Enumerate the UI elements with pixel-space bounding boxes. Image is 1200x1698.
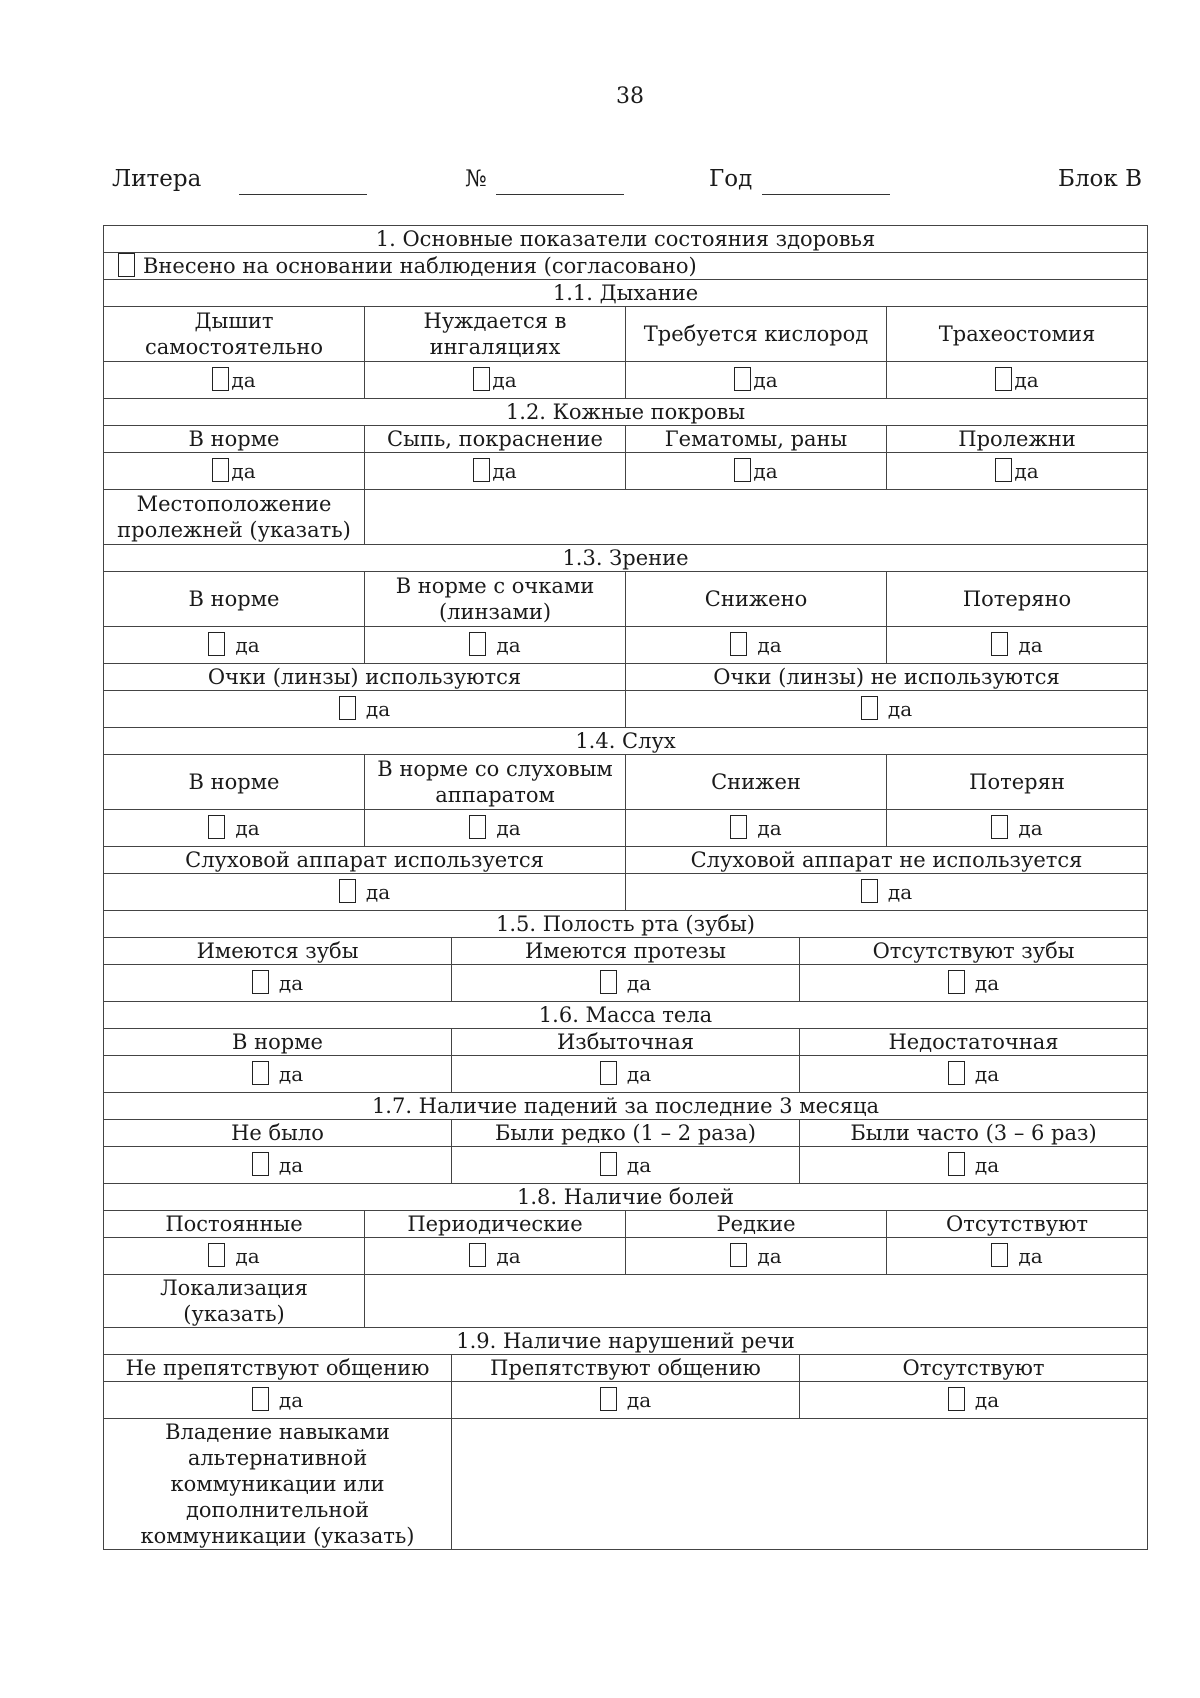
yes-label: да bbox=[496, 633, 521, 657]
checkbox[interactable] bbox=[339, 879, 356, 903]
block-label: Блок В bbox=[1058, 166, 1142, 192]
s16-col-header: Недостаточная bbox=[800, 1029, 1148, 1056]
s14-sub-header: Слуховой аппарат не используется bbox=[626, 847, 1148, 874]
year-label: Год bbox=[709, 166, 753, 192]
yes-label: да bbox=[974, 1388, 1000, 1412]
section-title: 1. Основные показатели состояния здоровья bbox=[104, 226, 1148, 253]
checkbox[interactable] bbox=[252, 1061, 269, 1085]
yes-label: да bbox=[278, 1062, 304, 1086]
yes-label: да bbox=[1018, 1244, 1043, 1268]
s14-title: 1.4. Слух bbox=[104, 728, 1148, 755]
s16-title: 1.6. Масса тела bbox=[104, 1002, 1148, 1029]
s14-sub-check-cell bbox=[626, 874, 1148, 911]
yes-label: да bbox=[757, 633, 782, 657]
yes-label: да bbox=[492, 368, 517, 392]
s14-col-header: В норме со слуховым аппаратом bbox=[365, 755, 626, 810]
s11-check-cell bbox=[365, 362, 626, 399]
yes-label: да bbox=[1018, 633, 1043, 657]
yes-label: да bbox=[626, 971, 652, 995]
checkbox[interactable] bbox=[252, 970, 269, 994]
yes-label: да bbox=[974, 1153, 1000, 1177]
s15-check-cell bbox=[800, 965, 1148, 1002]
s19-col-header: Отсутствуют bbox=[800, 1355, 1148, 1382]
s13-sub-header: Очки (линзы) используются bbox=[104, 664, 626, 691]
health-indicators-table bbox=[103, 225, 1148, 1550]
yes-label: да bbox=[974, 971, 1000, 995]
s18-col-header: Периодические bbox=[365, 1211, 626, 1238]
s17-check-cell bbox=[800, 1147, 1148, 1184]
checkbox[interactable] bbox=[212, 367, 229, 391]
checkbox[interactable] bbox=[600, 1152, 617, 1176]
checkbox[interactable] bbox=[995, 458, 1012, 482]
checkbox[interactable] bbox=[252, 1387, 269, 1411]
s14-col-header: В норме bbox=[104, 755, 365, 810]
yes-label: да bbox=[496, 1244, 521, 1268]
s15-check-cell bbox=[104, 965, 452, 1002]
yes-label: да bbox=[278, 1153, 304, 1177]
checkbox[interactable] bbox=[730, 1243, 747, 1267]
s16-col-header: В норме bbox=[104, 1029, 452, 1056]
s17-check-cell bbox=[452, 1147, 800, 1184]
litera-field[interactable] bbox=[239, 194, 367, 195]
yes-label: да bbox=[1014, 459, 1039, 483]
s12-col-header: Сыпь, покраснение bbox=[365, 426, 626, 453]
yes-label: да bbox=[278, 971, 304, 995]
checkbox[interactable] bbox=[600, 1061, 617, 1085]
litera-label: Литера bbox=[112, 166, 202, 192]
form-header bbox=[112, 166, 1142, 200]
s19-check-cell bbox=[104, 1382, 452, 1419]
yes-label: да bbox=[626, 1153, 652, 1177]
checkbox[interactable] bbox=[600, 970, 617, 994]
pressure-sore-location-label: Местоположение пролежней (указать) bbox=[104, 490, 365, 545]
yes-label: да bbox=[626, 1062, 652, 1086]
yes-label: да bbox=[753, 459, 778, 483]
yes-label: да bbox=[974, 1062, 1000, 1086]
s13-sub-check-cell bbox=[104, 691, 626, 728]
s13-col-header: Потеряно bbox=[887, 572, 1148, 627]
alt-communication-label: Владение навыками альтернативной коммуникации или дополнительной коммуникации (указать) bbox=[104, 1419, 452, 1550]
checkbox[interactable] bbox=[995, 367, 1012, 391]
s11-col-header: Дышит самостоятельно bbox=[104, 307, 365, 362]
checkbox[interactable] bbox=[339, 696, 356, 720]
checkbox[interactable] bbox=[469, 632, 486, 656]
s13-title: 1.3. Зрение bbox=[104, 545, 1148, 572]
s14-check-cell bbox=[887, 810, 1148, 847]
s16-check-cell bbox=[104, 1056, 452, 1093]
s13-check-cell bbox=[626, 627, 887, 664]
s13-check-cell bbox=[104, 627, 365, 664]
s14-check-cell bbox=[626, 810, 887, 847]
observation-checkbox[interactable] bbox=[118, 253, 135, 277]
s16-check-cell bbox=[800, 1056, 1148, 1093]
page-number: 38 bbox=[616, 84, 644, 109]
yes-label: да bbox=[887, 697, 913, 721]
s11-check-cell bbox=[887, 362, 1148, 399]
s11-check-cell bbox=[626, 362, 887, 399]
checkbox[interactable] bbox=[861, 696, 878, 720]
s15-col-header: Имеются протезы bbox=[452, 938, 800, 965]
checkbox[interactable] bbox=[730, 815, 747, 839]
s14-col-header: Снижен bbox=[626, 755, 887, 810]
s15-col-header: Отсутствуют зубы bbox=[800, 938, 1148, 965]
observation-row bbox=[104, 253, 1148, 280]
s12-col-header: В норме bbox=[104, 426, 365, 453]
s18-title: 1.8. Наличие болей bbox=[104, 1184, 1148, 1211]
yes-label: да bbox=[365, 880, 391, 904]
s12-title: 1.2. Кожные покровы bbox=[104, 399, 1148, 426]
s14-sub-check-cell bbox=[104, 874, 626, 911]
s19-col-header: Не препятствуют общению bbox=[104, 1355, 452, 1382]
yes-label: да bbox=[496, 816, 521, 840]
yes-label: да bbox=[757, 1244, 782, 1268]
s14-check-cell bbox=[104, 810, 365, 847]
checkbox[interactable] bbox=[212, 458, 229, 482]
yes-label: да bbox=[753, 368, 778, 392]
s17-col-header: Не было bbox=[104, 1120, 452, 1147]
yes-label: да bbox=[1018, 816, 1043, 840]
s15-check-cell bbox=[452, 965, 800, 1002]
yes-label: да bbox=[235, 816, 260, 840]
s13-check-cell bbox=[887, 627, 1148, 664]
s18-col-header: Отсутствуют bbox=[887, 1211, 1148, 1238]
checkbox[interactable] bbox=[469, 1243, 486, 1267]
pressure-sore-location-field[interactable] bbox=[365, 490, 1148, 545]
s13-sub-check-cell bbox=[626, 691, 1148, 728]
yes-label: да bbox=[231, 368, 256, 392]
yes-label: да bbox=[231, 459, 256, 483]
s17-col-header: Были редко (1 – 2 раза) bbox=[452, 1120, 800, 1147]
s11-check-cell bbox=[104, 362, 365, 399]
year-field[interactable] bbox=[762, 194, 890, 195]
s17-col-header: Были часто (3 – 6 раз) bbox=[800, 1120, 1148, 1147]
yes-label: да bbox=[235, 1244, 260, 1268]
checkbox[interactable] bbox=[208, 632, 225, 656]
observation-note: Внесено на основании наблюдения (согласовано) bbox=[143, 254, 697, 278]
s11-col-header: Трахеостомия bbox=[887, 307, 1148, 362]
yes-label: да bbox=[1014, 368, 1039, 392]
yes-label: да bbox=[492, 459, 517, 483]
checkbox[interactable] bbox=[208, 1243, 225, 1267]
checkbox[interactable] bbox=[730, 632, 747, 656]
s15-col-header: Имеются зубы bbox=[104, 938, 452, 965]
s13-sub-header: Очки (линзы) не используются bbox=[626, 664, 1148, 691]
s18-col-header: Редкие bbox=[626, 1211, 887, 1238]
yes-label: да bbox=[365, 697, 391, 721]
number-field[interactable] bbox=[496, 194, 624, 195]
checkbox[interactable] bbox=[948, 1152, 965, 1176]
checkbox[interactable] bbox=[991, 632, 1008, 656]
checkbox[interactable] bbox=[469, 815, 486, 839]
s12-col-header: Гематомы, раны bbox=[626, 426, 887, 453]
checkbox[interactable] bbox=[861, 879, 878, 903]
number-label: № bbox=[465, 166, 487, 192]
s14-col-header: Потерян bbox=[887, 755, 1148, 810]
s11-col-header: Требуется кислород bbox=[626, 307, 887, 362]
checkbox[interactable] bbox=[734, 367, 751, 391]
checkbox[interactable] bbox=[473, 367, 490, 391]
s14-check-cell bbox=[365, 810, 626, 847]
checkbox[interactable] bbox=[600, 1387, 617, 1411]
checkbox[interactable] bbox=[948, 1387, 965, 1411]
s12-check-cell bbox=[887, 453, 1148, 490]
s13-col-header: В норме с очками (линзами) bbox=[365, 572, 626, 627]
alt-communication-field[interactable] bbox=[452, 1419, 1148, 1550]
s13-col-header: В норме bbox=[104, 572, 365, 627]
s19-col-header: Препятствуют общению bbox=[452, 1355, 800, 1382]
s19-check-cell bbox=[452, 1382, 800, 1419]
s17-title: 1.7. Наличие падений за последние 3 месяца bbox=[104, 1093, 1148, 1120]
s18-check-cell bbox=[365, 1238, 626, 1275]
pain-location-label: Локализация (указать) bbox=[104, 1275, 365, 1328]
s18-col-header: Постоянные bbox=[104, 1211, 365, 1238]
checkbox[interactable] bbox=[948, 1061, 965, 1085]
s11-title: 1.1. Дыхание bbox=[104, 280, 1148, 307]
checkbox[interactable] bbox=[473, 458, 490, 482]
s17-check-cell bbox=[104, 1147, 452, 1184]
checkbox[interactable] bbox=[991, 815, 1008, 839]
s19-title: 1.9. Наличие нарушений речи bbox=[104, 1328, 1148, 1355]
s11-col-header: Нуждается в ингаляциях bbox=[365, 307, 626, 362]
yes-label: да bbox=[757, 816, 782, 840]
s18-check-cell bbox=[887, 1238, 1148, 1275]
checkbox[interactable] bbox=[948, 970, 965, 994]
s19-check-cell bbox=[800, 1382, 1148, 1419]
s15-title: 1.5. Полость рта (зубы) bbox=[104, 911, 1148, 938]
yes-label: да bbox=[887, 880, 913, 904]
checkbox[interactable] bbox=[208, 815, 225, 839]
s12-check-cell bbox=[365, 453, 626, 490]
s13-col-header: Снижено bbox=[626, 572, 887, 627]
checkbox[interactable] bbox=[252, 1152, 269, 1176]
s12-check-cell bbox=[626, 453, 887, 490]
s16-col-header: Избыточная bbox=[452, 1029, 800, 1056]
yes-label: да bbox=[235, 633, 260, 657]
s18-check-cell bbox=[104, 1238, 365, 1275]
yes-label: да bbox=[278, 1388, 304, 1412]
checkbox[interactable] bbox=[991, 1243, 1008, 1267]
s16-check-cell bbox=[452, 1056, 800, 1093]
pain-location-field[interactable] bbox=[365, 1275, 1148, 1328]
yes-label: да bbox=[626, 1388, 652, 1412]
s12-check-cell bbox=[104, 453, 365, 490]
s18-check-cell bbox=[626, 1238, 887, 1275]
s14-sub-header: Слуховой аппарат используется bbox=[104, 847, 626, 874]
s12-col-header: Пролежни bbox=[887, 426, 1148, 453]
s13-check-cell bbox=[365, 627, 626, 664]
checkbox[interactable] bbox=[734, 458, 751, 482]
